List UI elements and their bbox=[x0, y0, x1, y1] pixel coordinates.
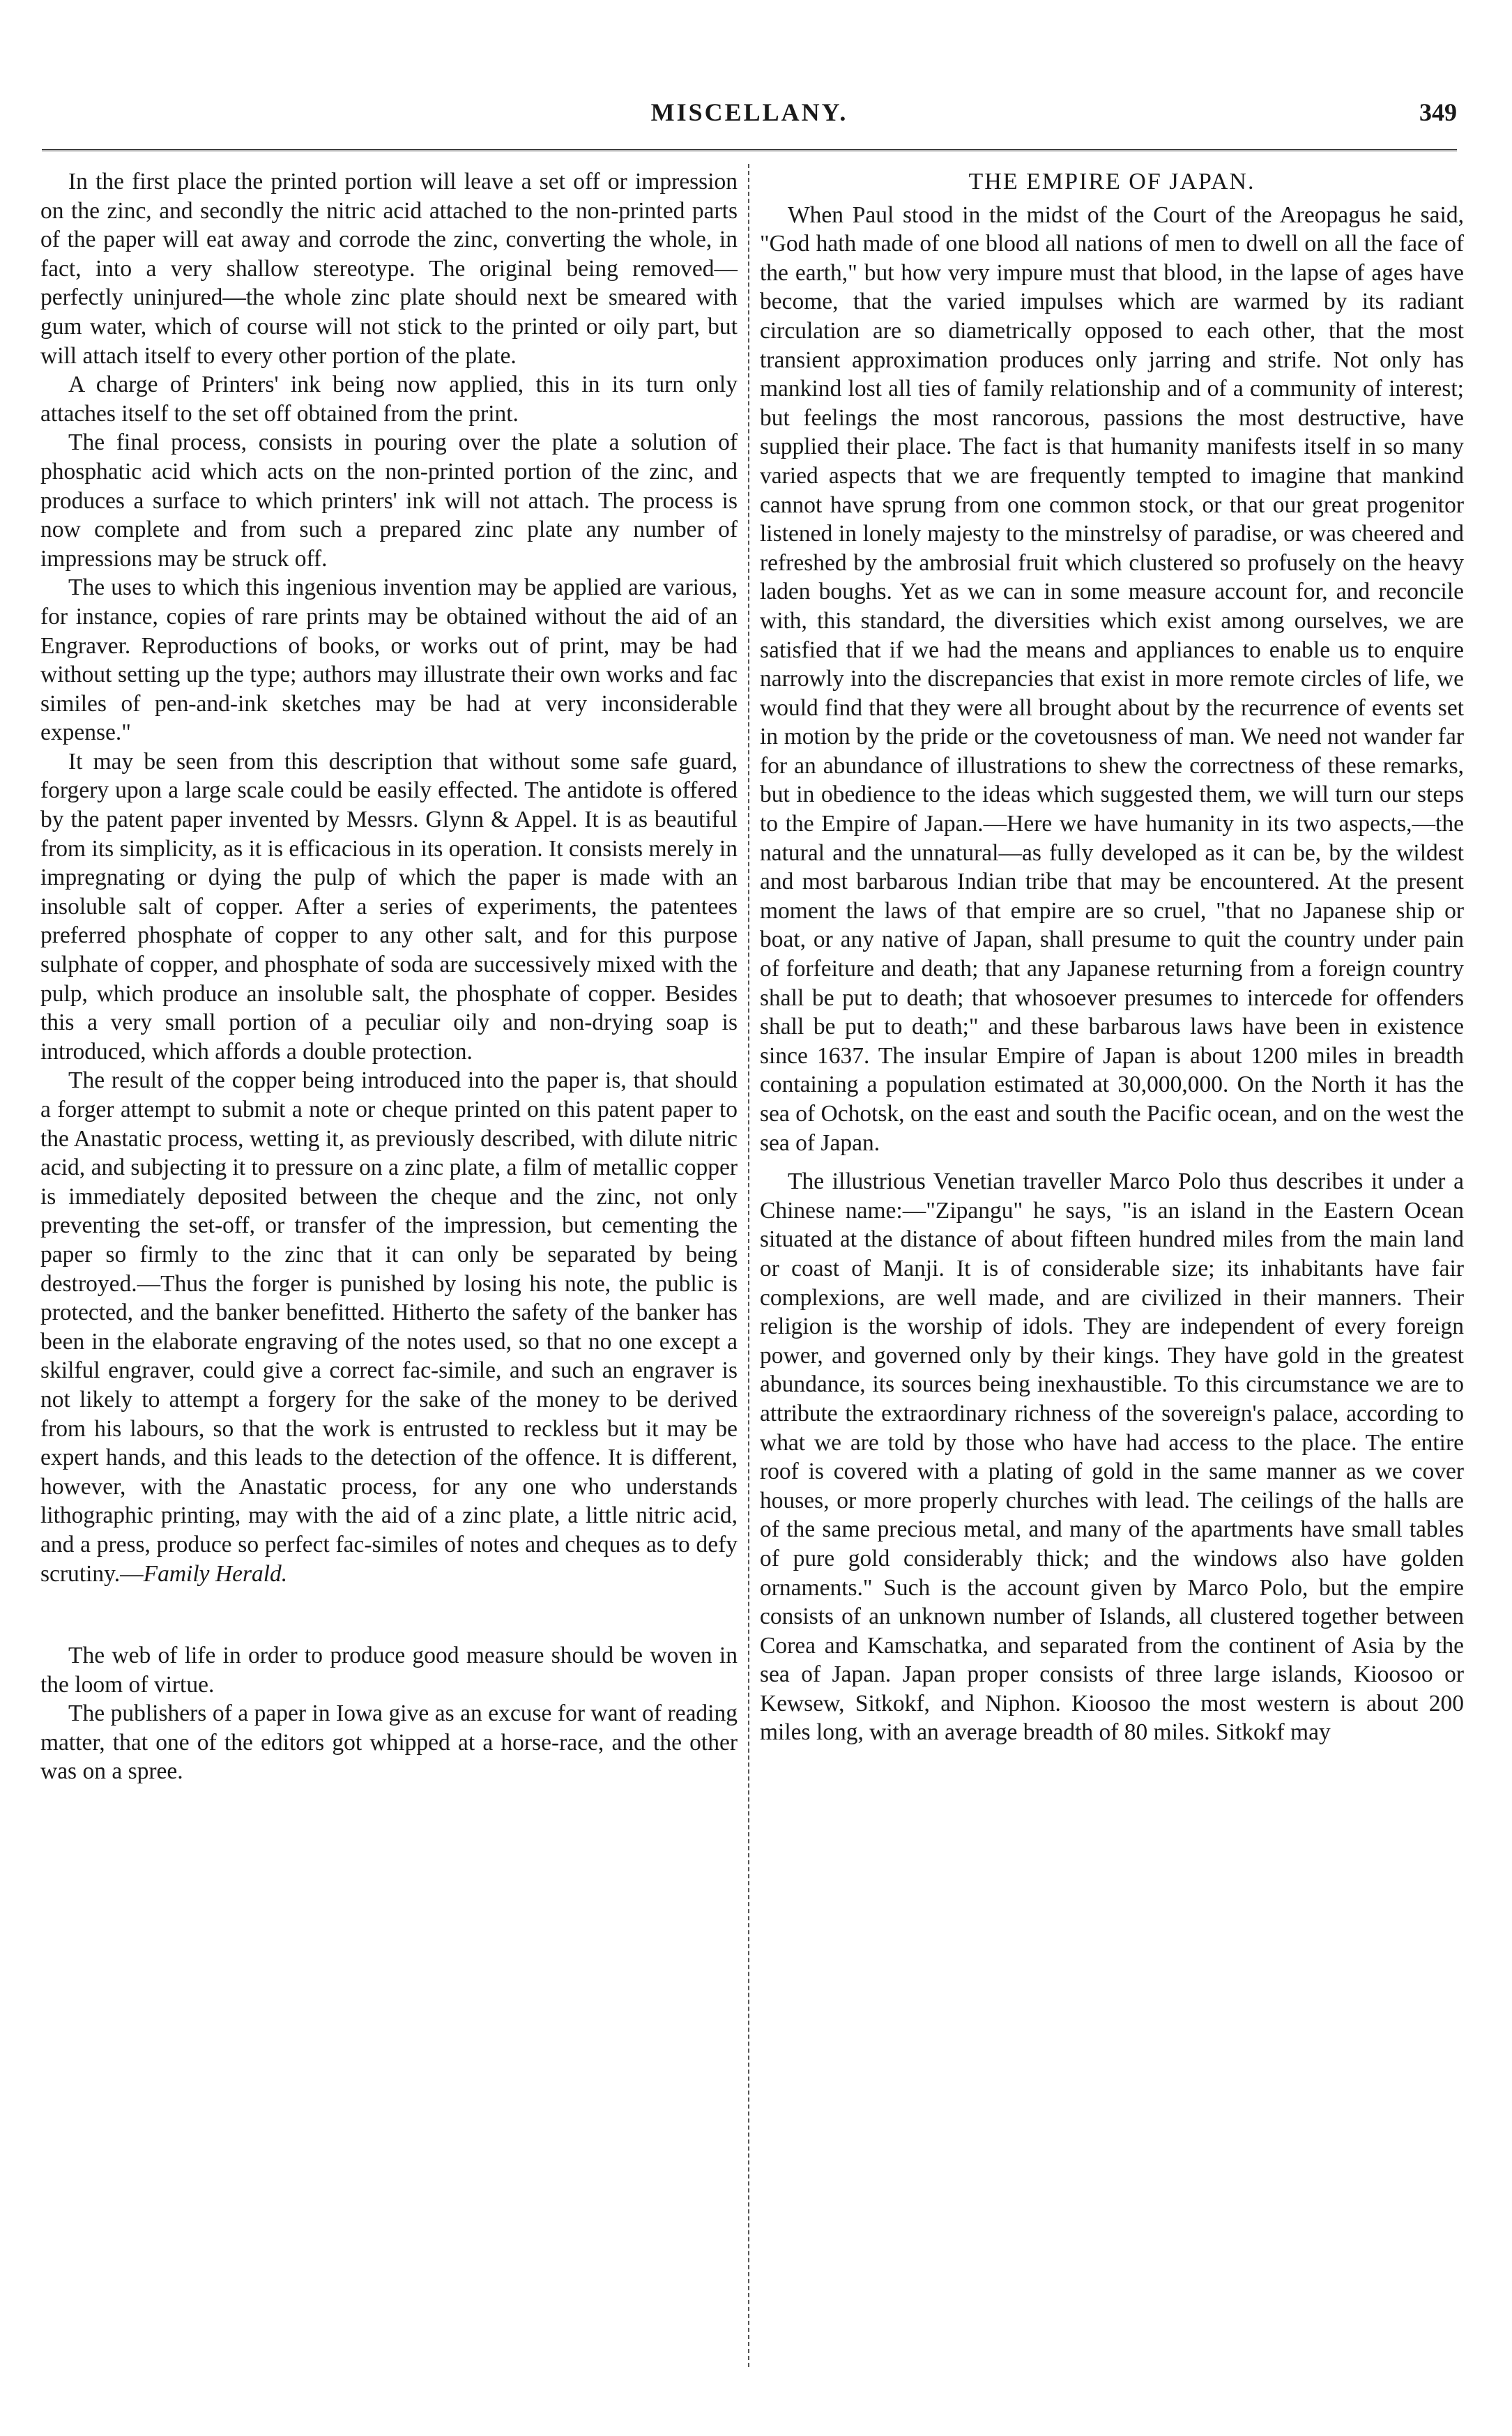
paragraph: In the first place the printed portion will leave a set off or impression on the zinc, and secondly the nitric acid attached to the non-printed parts of the paper will eat away and corrode the zinc, converting the whole, in fact, into a very shallow stereotype. The original being removed—perfectly uninjured—the whole zinc plate should next be smeared with gum water, which of course will not stick to the printed or oily part, but will attach itself to every other portion of the plate. bbox=[40, 169, 738, 369]
section-gap bbox=[760, 1157, 1464, 1167]
page-header bbox=[42, 98, 1457, 139]
paragraph: When Paul stood in the midst of the Court of the Areopagus he said, "God hath made of one blood all nations of men to dwell on all the face of the earth," but how very impure must that blood, in the lapse of ages have become, that the varied impulses which are warmed by its radiant circulation are so diametrically opposed to each other, that the most transient approximation produces only jarring and strife. Not only has mankind lost all ties of family relationship and of a community of interest; but feelings the most rancorous, passions the most destructive, have supplied their place. The fact is that humanity manifests itself in so many varied aspects that we are frequently tempted to imagine that mankind cannot have sprung from one common stock, or that our great progenitor listened in lonely majesty to the minstrelsy of paradise, or was cheered and refreshed by the ambrosial fruit which clustered so profusely on the heavy laden boughs. Yet as we can in some measure account for, and reconcile with, this standard, the diversities which exist among ourselves, we are satisfied that if we had the means and appliances to enable us to enquire narrowly into the discrepancies that exist in more remote circles of life, we would find that they were all brought about by the recurrence of events set in motion by the pride or the covetousness of man. We need not wander far for an abundance of illustrations to shew the correctness of these remarks, but in obedience to the ideas which suggested them, we will turn our steps to the Empire of Japan.—Here we have humanity in its two aspects,—the natural and the unnatural—as fully developed as it can be, by the wildest and most barbarous Indian tribe that may be encountered. At the present moment the laws of that empire are so cruel, "that no Japanese ship or boat, or any native of Japan, shall presume to quit the country under pain of forfeiture and death; that any Japanese returning from a foreign country shall be put to death; that whosoever presumes to intercede for offenders shall be put to death;" and these barbarous laws have been in existence since 1637. The insular Empire of Japan is about 1200 miles in breadth containing a population estimated at 30,000,000. On the North it has the sea of Ochotsk, on the east and south the Pacific ocean, and on the west the sea of Japan. bbox=[760, 201, 1464, 1156]
paragraph: The uses to which this ingenious invention may be applied are various, for instance, copies of rare prints may be obtained without the aid of an Engraver. Reproductions of books, or works out of print, may be had without setting up the type; authors may illustrate their own works and fac similes of pen-and-ink sketches may be had at very inconsiderable expense." bbox=[40, 574, 738, 746]
running-title: MISCELLANY. bbox=[650, 98, 848, 126]
short-item: The web of life in order to produce good measure should be woven in the loom of virtue. bbox=[40, 1643, 738, 1698]
attribution: Family Herald. bbox=[143, 1560, 288, 1587]
column-divider bbox=[748, 164, 749, 2367]
paragraph: The illustrious Venetian traveller Marco Polo thus describes it under a Chinese name:—"Zipangu" he says, "is an island in the Eastern Ocean situated at the distance of about fifteen hundred miles from the main land or coast of Manji. It is of considerable size; its inhabitants have fair complexions, are well made, and are civilized in their manners. Their religion is the worship of idols. They are independent of every foreign power, and governed only by their kings. They have gold in the greatest abundance, its sources being inexhaustible. To this circumstance we are to attribute the extraordinary richness of the sovereign's palace, according to what we are told by those who have had access to the place. The entire roof is covered with a plating of gold in the same manner as we cover houses, or more properly churches with lead. The ceilings of the halls are of the same precious metal, and many of the apartments have small tables of pure gold considerably thick; and the windows also have golden ornaments." Such is the account given by Marco Polo, but the empire consists of an unknown number of Islands, all clustered together between Corea and Kamschatka, and separated from the continent of Asia by the sea of Japan. Japan proper consists of three large islands, Kioosoo or Kewsew, Sitkokf, and Niphon. Kioosoo the most western is about 200 miles long, with an average breadth of 80 miles. Sitkokf may bbox=[760, 1168, 1464, 1746]
paragraph-text: The result of the copper being introduced into the paper is, that should a forger attempt to submit a note or cheque printed on this patent paper to the Anastatic process, wetting it, as previously described, with dilute nitric acid, and subjecting it to pressure on a zinc plate, a film of metallic copper is immediately deposited between the cheque and the zinc, not only preventing the set-off, or transfer of the impression, but cementing the paper so firmly to the zinc that it can only be separated by being destroyed.—Thus the forger is punished by losing his note, the public is protected, and the banker benefitted. Hitherto the safety of the banker has been in the elaborate engraving of the notes used, so that no one except a skilful engraver, could give a correct fac-simile, and such an engraver is not likely to attempt a forgery for the sake of the money to be derived from his labours, so that the work is entrusted to reckless but it may be expert hands, and this leads to the detection of the offence. It is different, however, with the Anastatic process, for any one who understands lithographic printing, may with the aid of a zinc plate, a little nitric acid, and a press, produce so perfect fac-similes of notes and cheques as to defy scrutiny.— bbox=[40, 1067, 738, 1587]
left-column bbox=[40, 167, 738, 1786]
paragraph: The final process, consists in pouring over the plate a solution of phosphatic acid which acts on the non-printed portion of the zinc, and produces a surface to which printers' ink will not attach. The process is now complete and from such a prepared zinc plate any number of impressions may be struck off. bbox=[40, 429, 738, 572]
paragraph bbox=[40, 1066, 738, 1588]
right-column bbox=[760, 167, 1464, 1747]
article-title: THE EMPIRE OF JAPAN. bbox=[968, 169, 1255, 195]
paragraph: It may be seen from this description that without some safe guard, forgery upon a large scale could be easily effected. The antidote is offered by the patent paper invented by Messrs. Glynn & Appel. It is as beautiful from its simplicity, as it is efficacious in its operation. It consists merely in impregnating or dying the pulp of which the paper is made with an insoluble salt of copper. After a series of experiments, the patentees preferred phosphate of copper to any other salt, and for this purpose sulphate of copper, and phosphate of soda are successively mixed with the pulp, which produce an insoluble salt, the phosphate of copper. Besides this a very small portion of a peculiar oily and non-drying soap is introduced, which affords a double protection. bbox=[40, 748, 738, 1065]
page-number: 349 bbox=[1419, 98, 1457, 126]
short-item: The publishers of a paper in Iowa give as an excuse for want of reading matter, that one of the editors got whipped at a horse-race, and the other was on a spree. bbox=[40, 1700, 738, 1785]
section-gap bbox=[40, 1615, 738, 1641]
section-gap bbox=[40, 1588, 738, 1615]
header-rule bbox=[42, 149, 1457, 151]
paragraph: A charge of Printers' ink being now applied, this in its turn only attaches itself to the set off obtained from the print. bbox=[40, 372, 738, 427]
